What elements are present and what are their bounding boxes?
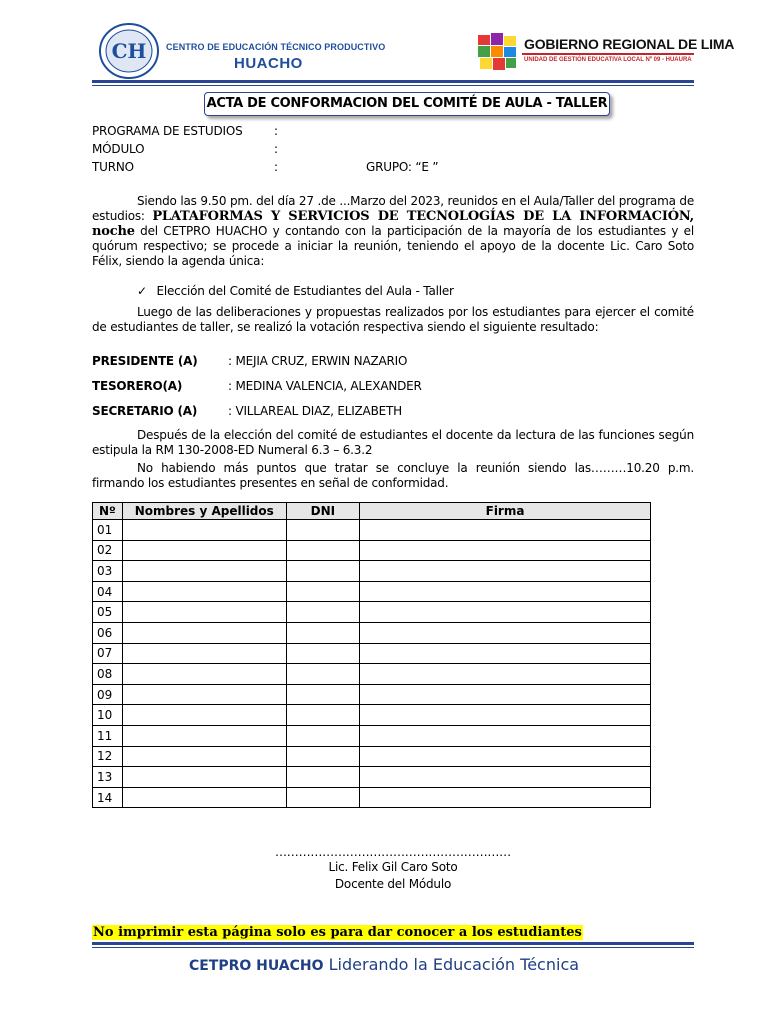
role-value: : VILLAREAL DIAZ, ELIZABETH (228, 404, 402, 418)
svg-text:CH: CH (111, 39, 147, 63)
gov-divider (522, 53, 694, 55)
row-names-cell (122, 684, 286, 705)
title-box (204, 92, 610, 116)
footer-rule-thin (92, 947, 694, 948)
row-number: 06 (93, 622, 123, 643)
row-number: 01 (93, 520, 123, 541)
row-dni-cell (286, 602, 359, 623)
cetpro-logo (98, 22, 160, 80)
row-names-cell (122, 622, 286, 643)
signature-line: …………………………………………………… (274, 845, 511, 859)
table-row (93, 561, 651, 582)
row-number: 09 (93, 684, 123, 705)
row-dni-cell (286, 561, 359, 582)
check-icon: ✓ (137, 284, 147, 298)
row-dni-cell (286, 725, 359, 746)
role-label: PRESIDENTE (A) (92, 354, 198, 368)
agenda-item: ✓ Elección del Comité de Estudiantes del Aula - Taller (137, 284, 454, 298)
row-signature-cell (360, 684, 651, 705)
gov-title: GOBIERNO REGIONAL DE LIMA (524, 36, 735, 52)
row-number: 07 (93, 643, 123, 664)
row-signature-cell (360, 520, 651, 541)
center-city: HUACHO (234, 55, 303, 72)
programa-label: PROGRAMA DE ESTUDIOS (92, 124, 243, 138)
row-signature-cell (360, 725, 651, 746)
footer (0, 955, 768, 974)
center-name: CENTRO DE EDUCACIÓN TÉCNICO PRODUCTIVO (166, 42, 386, 52)
row-number: 13 (93, 767, 123, 788)
row-signature-cell (360, 540, 651, 561)
row-number: 04 (93, 581, 123, 602)
paragraph-intro: Siendo las 9.50 pm. del día 27 .de ...Marzo del 2023, reunidos en el Aula/Taller del programa de estudios: PLATAFORMAS Y SERVICIOS DE TECNOLOGÍAS DE LA INFORMACIÓN, noche del CETPRO HUACHO y contando con la participación de la mayoría de los estudiantes y el quórum respectivo; se procede a iniciar la reunión, teniendo el apoyo de la docente Lic. Caro Soto Félix, siendo la agenda única: (92, 194, 695, 268)
table-row (93, 664, 651, 685)
modulo-label: MÓDULO (92, 142, 145, 156)
paragraph-functions: Después de la elección del comité de estudiantes el docente da lectura de las funciones según estipula la RM 130-2008-ED Numeral 6.3 – 6.3.2 (92, 428, 694, 457)
paragraph-deliberation: Luego de las deliberaciones y propuestas realizados por los estudiantes para ejercer el comité de estudiantes de taller, se realizó la votación respectiva siendo el siguiente resultado: (92, 305, 694, 334)
row-signature-cell (360, 787, 651, 808)
table-row (93, 705, 651, 726)
footer-brand: CETPRO HUACHO (188, 958, 324, 974)
gobierno-regional-logo (478, 33, 518, 71)
row-names-cell (122, 602, 286, 623)
row-names-cell (122, 561, 286, 582)
row-signature-cell (360, 767, 651, 788)
row-signature-cell (360, 643, 651, 664)
table-row (93, 622, 651, 643)
role-value: : MEJIA CRUZ, ERWIN NAZARIO (228, 354, 408, 368)
row-dni-cell (286, 581, 359, 602)
table-row (93, 787, 651, 808)
row-dni-cell (286, 643, 359, 664)
role-value: : MEDINA VALENCIA, ALEXANDER (228, 379, 422, 393)
gov-subtitle: UNIDAD DE GESTIÓN EDUCATIVA LOCAL Nº 09 - HUAURA (524, 57, 692, 63)
row-number: 02 (93, 540, 123, 561)
row-names-cell (122, 787, 286, 808)
table-row (93, 540, 651, 561)
row-names-cell (122, 725, 286, 746)
attendance-table (92, 502, 651, 808)
row-dni-cell (286, 787, 359, 808)
row-names-cell (122, 664, 286, 685)
row-signature-cell (360, 746, 651, 767)
signature-role: Docente del Módulo (334, 877, 452, 891)
row-dni-cell (286, 746, 359, 767)
row-names-cell (122, 705, 286, 726)
row-dni-cell (286, 664, 359, 685)
table-row (93, 746, 651, 767)
row-number: 14 (93, 787, 123, 808)
table-row (93, 684, 651, 705)
row-names-cell (122, 643, 286, 664)
turno-label: TURNO (92, 160, 134, 174)
table-row (93, 520, 651, 541)
grupo-value: GRUPO: “E ” (366, 160, 439, 174)
table-row (93, 602, 651, 623)
row-names-cell (122, 767, 286, 788)
row-number: 05 (93, 602, 123, 623)
table-row (93, 725, 651, 746)
col-header-dni: DNI (286, 503, 359, 520)
row-number: 10 (93, 705, 123, 726)
header-rule-thick (92, 80, 694, 83)
header-rule-thin (92, 85, 694, 86)
row-dni-cell (286, 540, 359, 561)
row-signature-cell (360, 705, 651, 726)
row-dni-cell (286, 705, 359, 726)
role-label: SECRETARIO (A) (92, 404, 198, 418)
turno-colon: : (274, 160, 278, 174)
col-header-number: Nº (93, 503, 123, 520)
row-signature-cell (360, 561, 651, 582)
col-header-signature: Firma (360, 503, 651, 520)
row-names-cell (122, 581, 286, 602)
row-names-cell (122, 540, 286, 561)
row-signature-cell (360, 622, 651, 643)
signature-name: Lic. Felix Gil Caro Soto (328, 860, 458, 874)
table-row (93, 643, 651, 664)
table-header-row (93, 503, 651, 520)
table-row (93, 767, 651, 788)
row-number: 03 (93, 561, 123, 582)
notice-highlight: No imprimir esta página solo es para dar conocer a los estudiantes (93, 925, 582, 940)
row-dni-cell (286, 520, 359, 541)
row-names-cell (122, 520, 286, 541)
attendance-body (93, 520, 651, 808)
row-number: 08 (93, 664, 123, 685)
table-row (93, 581, 651, 602)
modulo-colon: : (274, 142, 278, 156)
row-names-cell (122, 746, 286, 767)
document-title: ACTA DE CONFORMACION DEL COMITÉ DE AULA - TALLER (206, 96, 608, 111)
footer-rule-thick (92, 942, 694, 945)
row-signature-cell (360, 581, 651, 602)
row-signature-cell (360, 602, 651, 623)
row-number: 12 (93, 746, 123, 767)
row-dni-cell (286, 622, 359, 643)
paragraph-closing: No habiendo más puntos que tratar se concluye la reunión siendo las………10.20 p.m. firmando los estudiantes presentes en señal de conformidad. (92, 461, 694, 490)
row-number: 11 (93, 725, 123, 746)
col-header-names: Nombres y Apellidos (122, 503, 286, 520)
row-dni-cell (286, 684, 359, 705)
row-signature-cell (360, 664, 651, 685)
role-label: TESORERO(A) (92, 379, 183, 393)
row-dni-cell (286, 767, 359, 788)
programa-colon: : (274, 124, 278, 138)
footer-slogan: Liderando la Educación Técnica (328, 955, 580, 974)
